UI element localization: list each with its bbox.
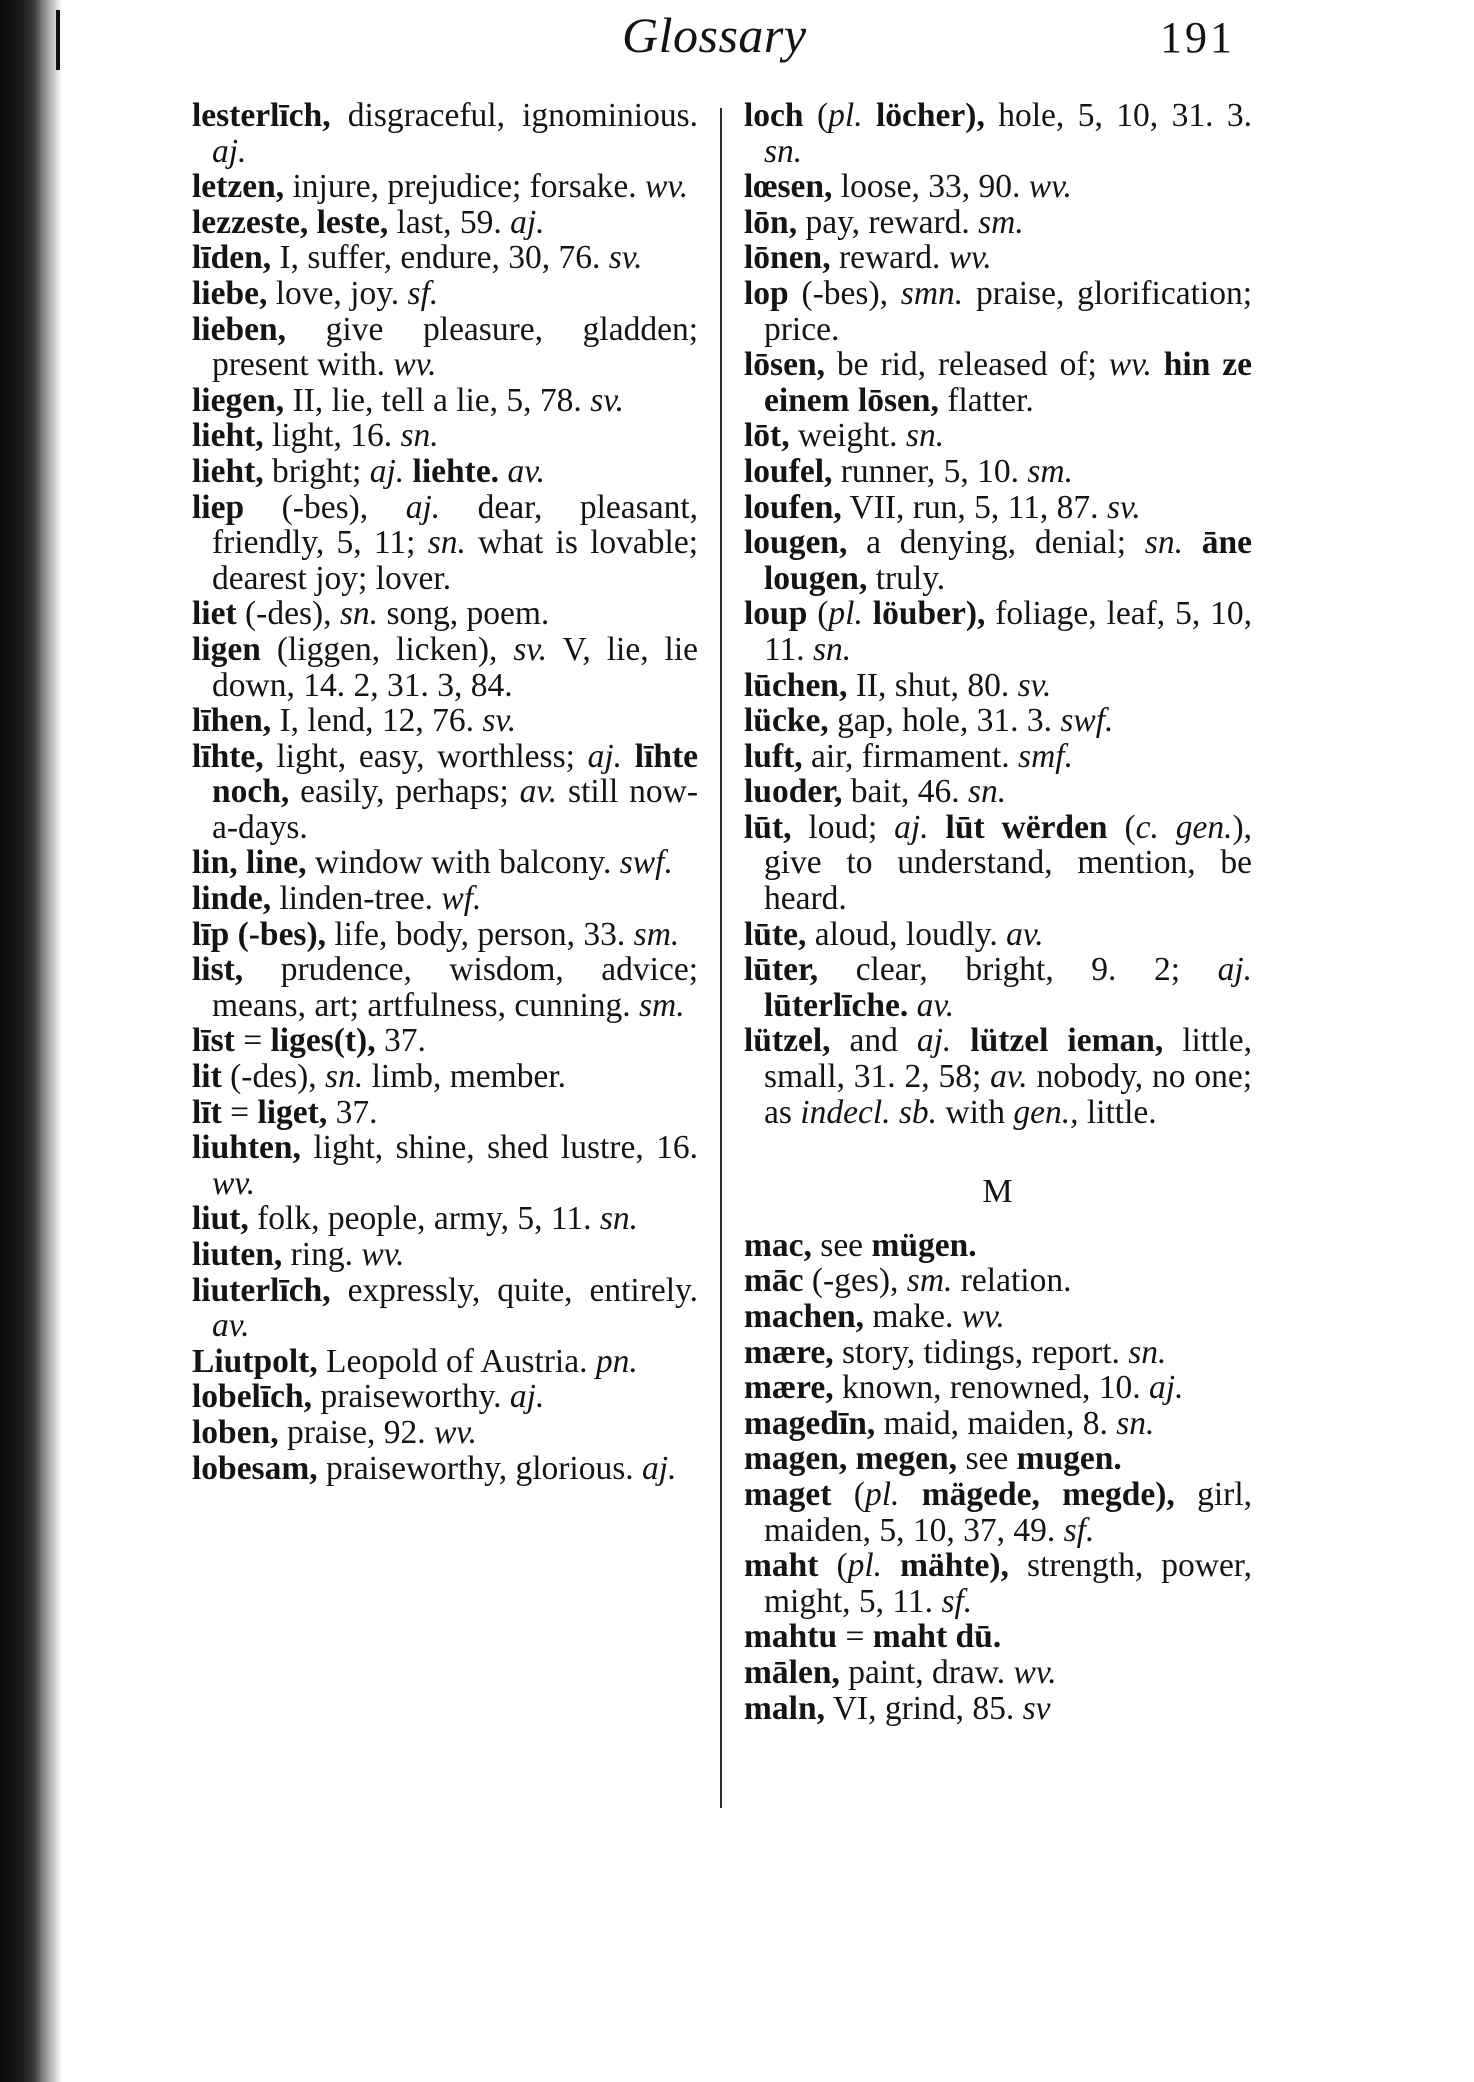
glossary-entry xyxy=(192,169,698,205)
definition: ( xyxy=(1124,808,1136,846)
headword: lūterlīche. xyxy=(764,986,909,1024)
glossary-entry xyxy=(744,276,1252,347)
definition: (-des), xyxy=(245,595,332,633)
glossary-entry xyxy=(744,1655,1252,1691)
headword: maht dū. xyxy=(872,1618,1002,1656)
definition: girl, maiden, 5, 10, 37, 49. xyxy=(764,1475,1253,1549)
grammar-tag: wv. xyxy=(645,168,689,206)
headword: lieht, xyxy=(192,452,264,490)
grammar-tag: sn. xyxy=(813,630,852,668)
headword: liehte. xyxy=(412,452,500,490)
definition: linden-tree. xyxy=(279,880,433,918)
glossary-entry xyxy=(192,596,698,632)
definition: 37. xyxy=(383,1022,426,1060)
definition: VII, run, 5, 11, 87. xyxy=(849,488,1099,526)
page-number: 191 xyxy=(1160,13,1235,62)
glossary-entry xyxy=(192,418,698,454)
headword: mähte), xyxy=(900,1547,1009,1585)
definition: easily, perhaps; xyxy=(300,773,509,811)
glossary-entry xyxy=(744,1548,1252,1619)
headword: mägede, megde), xyxy=(921,1475,1175,1513)
definition: light, easy, worthless; xyxy=(276,737,575,775)
headword: lücke, xyxy=(744,702,829,740)
grammar-tag: sf. xyxy=(407,274,439,312)
grammar-tag: sn. xyxy=(400,417,439,455)
definition: love, joy. xyxy=(275,274,400,312)
glossary-entry xyxy=(744,1370,1252,1406)
definition: a denying, denial; xyxy=(866,524,1127,562)
headword: lōnen, xyxy=(744,239,831,277)
grammar-tag: wv. xyxy=(212,1164,256,1202)
definition: window with balcony. xyxy=(314,844,612,882)
headword: maht xyxy=(744,1547,819,1585)
grammar-tag: sn. xyxy=(1116,1404,1155,1442)
definition: injure, prejudice; forsake. xyxy=(292,168,637,206)
glossary-entry xyxy=(192,881,698,917)
definition: nobody, no one; as xyxy=(764,1058,1253,1131)
grammar-tag: av. xyxy=(212,1307,250,1345)
headword: lit xyxy=(192,1058,222,1096)
glossary-entry xyxy=(744,240,1252,276)
definition: story, tidings, report. xyxy=(841,1333,1120,1371)
definition: maid, maiden, 8. xyxy=(883,1404,1108,1442)
headword: lützel ieman, xyxy=(970,1022,1164,1060)
glossary-entry xyxy=(744,1406,1252,1442)
column-divider xyxy=(720,108,722,1808)
definition: (liggen, licken), xyxy=(276,630,498,668)
right-entries xyxy=(744,98,1252,1130)
grammar-tag: wv. xyxy=(1013,1653,1057,1691)
definition: air, firmament. xyxy=(811,737,1010,775)
headword: līhte noch, xyxy=(212,737,699,811)
glossary-entry xyxy=(744,1441,1252,1477)
definition: life, body, person, 33. xyxy=(334,915,626,953)
grammar-tag: sv. xyxy=(482,702,517,740)
glossary-entry xyxy=(192,1023,698,1059)
definition: reward. xyxy=(838,239,941,277)
glossary-entry xyxy=(744,490,1252,526)
glossary-entry xyxy=(744,1619,1252,1655)
grammar-tag: indecl. sb. xyxy=(800,1093,938,1131)
grammar-tag: sf. xyxy=(941,1582,973,1620)
definition: = xyxy=(230,1093,250,1131)
definition: see xyxy=(820,1226,864,1264)
glossary-entry xyxy=(192,1201,698,1237)
headword: letzen, xyxy=(192,168,285,206)
glossary-entry xyxy=(192,312,698,383)
grammar-tag: pl. xyxy=(864,1475,900,1513)
headword: liet xyxy=(192,595,237,633)
definition: foliage, leaf, 5, 10, 11. xyxy=(764,595,1252,668)
definition: weight. xyxy=(797,417,898,455)
grammar-tag: sm. xyxy=(639,986,685,1024)
definition: runner, 5, 10. xyxy=(840,452,1019,490)
glossary-entry xyxy=(744,347,1252,418)
definition: prudence, wisdom, advice; means, art; artfulness, cunning. xyxy=(212,951,699,1024)
headword: lūt, xyxy=(744,808,792,846)
headword: löuber), xyxy=(872,595,986,633)
right-column xyxy=(744,98,1252,1726)
definition: I, suffer, endure, 30, 76. xyxy=(279,239,601,277)
grammar-tag: av. xyxy=(507,452,545,490)
headword: lūte, xyxy=(744,915,807,953)
m-entries xyxy=(744,1228,1252,1726)
definition: clear, bright, 9. 2; xyxy=(855,951,1181,989)
definition: loose, 33, 90. xyxy=(840,168,1021,206)
definition: little, small, 31. 2, 58; xyxy=(764,1022,1253,1096)
definition: (-des), xyxy=(230,1058,317,1096)
glossary-entry xyxy=(744,703,1252,739)
definition: limb, member. xyxy=(371,1058,567,1096)
grammar-tag: sn. xyxy=(905,417,945,455)
definition: disgraceful, ignominious. xyxy=(347,97,699,134)
grammar-tag: av. xyxy=(990,1058,1028,1096)
definition: gap, hole, 31. 3. xyxy=(837,702,1052,740)
glossary-entry xyxy=(192,1237,698,1273)
grammar-tag: aj. xyxy=(587,737,623,775)
glossary-entry xyxy=(192,703,698,739)
definition: what is lovable; dearest joy; lover. xyxy=(212,524,699,597)
headword: ligen xyxy=(192,630,261,668)
definition: see xyxy=(965,1440,1009,1478)
glossary-entry xyxy=(744,952,1252,1023)
glossary-entry xyxy=(192,739,698,846)
glossary-entry xyxy=(192,454,698,490)
headword: liuterlīch, xyxy=(192,1271,331,1309)
definition: known, renowned, 10. xyxy=(841,1369,1141,1407)
grammar-tag: wv. xyxy=(361,1236,405,1273)
definition: (-bes), xyxy=(281,488,369,526)
grammar-tag: sn. xyxy=(967,773,1007,811)
definition: with xyxy=(945,1093,1005,1131)
definition: paint, draw. xyxy=(848,1653,1006,1691)
headword: lezzeste, leste, xyxy=(192,203,389,241)
headword: lop xyxy=(744,274,789,312)
definition: (-ges), xyxy=(811,1262,899,1300)
headword: luft, xyxy=(744,737,803,775)
glossary-entry xyxy=(192,1273,698,1344)
glossary-entry xyxy=(744,1023,1252,1130)
glossary-entry xyxy=(192,1130,698,1201)
definition: expressly, quite, entirely. xyxy=(347,1271,698,1309)
grammar-tag: sn. xyxy=(427,524,466,562)
definition: light, shine, shed lustre, 16. xyxy=(313,1129,698,1167)
grammar-tag: smn. xyxy=(900,274,964,312)
left-column xyxy=(192,98,698,1486)
definition: ), give to understand, mention, be heard. xyxy=(764,808,1253,918)
grammar-tag: sn. xyxy=(1144,524,1183,562)
definition: make. xyxy=(872,1298,954,1335)
definition: bright; xyxy=(272,452,362,490)
definition: flatter. xyxy=(947,381,1034,419)
grammar-tag: aj. xyxy=(1217,951,1252,989)
definition: II, shut, 80. xyxy=(855,666,1010,704)
definition: = xyxy=(243,1022,263,1060)
glossary-entry xyxy=(192,1095,698,1131)
definition: (-bes), xyxy=(801,274,888,312)
headword: list, xyxy=(192,951,244,989)
grammar-tag: pn. xyxy=(595,1342,638,1380)
definition: little. xyxy=(1086,1093,1157,1131)
headword: mære, xyxy=(744,1333,834,1371)
headword: lougen, xyxy=(744,524,848,562)
headword: līden, xyxy=(192,239,272,277)
glossary-entry xyxy=(192,205,698,241)
headword: luoder, xyxy=(744,773,843,811)
headword: līp (-bes), xyxy=(192,915,326,953)
headword: mac, xyxy=(744,1226,812,1264)
grammar-tag: sv. xyxy=(1017,666,1052,704)
glossary-entry xyxy=(744,169,1252,205)
page-title: Glossary xyxy=(622,7,807,63)
definition: II, lie, tell a lie, 5, 78. xyxy=(292,381,582,419)
headword: lesterlīch, xyxy=(192,97,331,134)
headword: liegen, xyxy=(192,381,285,419)
grammar-tag: sv. xyxy=(590,381,624,419)
grammar-tag: wv. xyxy=(1108,346,1152,384)
definition: be rid, released of; xyxy=(836,346,1097,384)
glossary-entry xyxy=(744,454,1252,490)
grammar-tag: pl. xyxy=(828,97,863,134)
headword: Liutpolt, xyxy=(192,1342,318,1380)
headword: lin, line, xyxy=(192,844,307,882)
headword: māc xyxy=(744,1262,804,1300)
grammar-tag: wv. xyxy=(961,1298,1005,1335)
headword: liebe, xyxy=(192,274,268,312)
headword: liuhten, xyxy=(192,1129,301,1167)
headword: līhte, xyxy=(192,737,264,775)
grammar-tag: wv. xyxy=(433,1413,478,1451)
grammar-tag: aj. xyxy=(212,132,247,170)
grammar-tag: sn. xyxy=(1128,1333,1167,1371)
headword: lōt, xyxy=(744,417,790,455)
grammar-tag: av. xyxy=(519,773,558,811)
grammar-tag: wf. xyxy=(441,880,482,918)
definition: loud; xyxy=(808,808,878,846)
glossary-entry xyxy=(744,774,1252,810)
headword: liuten, xyxy=(192,1236,283,1273)
grammar-tag: sn. xyxy=(325,1058,364,1096)
headword: āne lougen, xyxy=(764,524,1252,597)
book-binding-edge xyxy=(0,0,64,2082)
glossary-entry xyxy=(744,1477,1252,1548)
glossary-entry xyxy=(192,490,698,597)
headword: maget xyxy=(744,1475,832,1513)
headword: lōsen, xyxy=(744,346,825,384)
headword: lūt wërden xyxy=(945,808,1108,846)
grammar-tag: wv. xyxy=(393,346,437,384)
definition: dear, pleasant, friendly, 5, 11; xyxy=(212,488,698,562)
glossary-entry xyxy=(192,98,698,169)
headword: machen, xyxy=(744,1298,865,1335)
definition: truly. xyxy=(875,559,946,597)
grammar-tag: aj. xyxy=(369,452,405,490)
grammar-tag: wv. xyxy=(1028,168,1072,206)
headword: lūchen, xyxy=(744,666,848,704)
grammar-tag: sv. xyxy=(513,630,548,668)
definition: bait, 46. xyxy=(850,773,960,811)
definition: still now-a-days. xyxy=(212,773,699,846)
definition: praise, 92. xyxy=(286,1413,426,1451)
glossary-entry xyxy=(192,1415,698,1451)
headword: līst xyxy=(192,1022,235,1060)
grammar-tag: av. xyxy=(1006,915,1044,953)
glossary-entry xyxy=(744,596,1252,667)
glossary-entry xyxy=(192,1379,698,1415)
headword: lobelīch, xyxy=(192,1378,313,1416)
headword: maln, xyxy=(744,1689,825,1727)
grammar-tag: pl. xyxy=(828,595,863,633)
definition: V, lie, lie down, 14. 2, 31. 3, 84. xyxy=(212,630,698,704)
grammar-tag: aj. xyxy=(509,1378,545,1416)
definition: VI, grind, 85. xyxy=(832,1689,1015,1727)
headword: mügen. xyxy=(871,1226,977,1264)
glossary-entry xyxy=(744,1691,1252,1727)
grammar-tag: gen., xyxy=(1013,1093,1079,1131)
headword: lœsen, xyxy=(744,168,833,206)
grammar-tag: sv. xyxy=(608,239,643,277)
headword: liges(t), xyxy=(270,1022,376,1060)
grammar-tag: wv. xyxy=(948,239,992,277)
grammar-tag: sn. xyxy=(339,595,379,633)
definition: ( xyxy=(816,97,829,134)
grammar-tag: sm. xyxy=(633,915,680,953)
headword: magen, megen, xyxy=(744,1440,958,1478)
grammar-tag: swf. xyxy=(1060,702,1114,740)
definition: ( xyxy=(817,595,829,633)
definition: ( xyxy=(853,1475,865,1513)
glossary-entry xyxy=(744,810,1252,917)
glossary-entry xyxy=(192,632,698,703)
headword: loben, xyxy=(192,1413,279,1451)
definition: aloud, loudly. xyxy=(814,915,998,953)
headword: liep xyxy=(192,488,245,526)
headword: lūter, xyxy=(744,951,819,989)
definition: I, lend, 12, 76. xyxy=(279,702,474,740)
headword: magedīn, xyxy=(744,1404,876,1442)
grammar-tag: aj. xyxy=(1149,1369,1184,1407)
headword: loup xyxy=(744,595,808,633)
definition: give pleasure, gladden; present with. xyxy=(212,310,699,384)
definition: pay, reward. xyxy=(805,203,970,241)
definition: last, 59. xyxy=(396,203,502,241)
glossary-entry xyxy=(192,917,698,953)
glossary-entry xyxy=(744,917,1252,953)
headword: līt xyxy=(192,1093,222,1131)
grammar-tag: aj. xyxy=(894,808,929,846)
headword: linde, xyxy=(192,880,272,918)
grammar-tag: smf. xyxy=(1018,737,1073,775)
glossary-entry xyxy=(192,1451,698,1487)
glossary-entry xyxy=(744,205,1252,241)
definition: ring. xyxy=(290,1236,353,1273)
definition: 37. xyxy=(335,1093,378,1131)
definition: folk, people, army, 5, 11. xyxy=(257,1200,592,1238)
page-header xyxy=(0,0,1474,90)
headword: lieben, xyxy=(192,310,286,348)
glossary-entry xyxy=(744,1335,1252,1371)
grammar-tag: sm. xyxy=(906,1262,953,1300)
grammar-tag: aj. xyxy=(916,1022,952,1060)
grammar-tag: sm. xyxy=(978,203,1024,241)
glossary-entry xyxy=(192,276,698,312)
definition: and xyxy=(849,1022,898,1060)
grammar-tag: sv. xyxy=(1106,488,1141,526)
definition: strength, power, might, 5, 11. xyxy=(764,1547,1253,1620)
definition: hole, 5, 10, 31. 3. xyxy=(998,97,1252,134)
grammar-tag: sm. xyxy=(1027,452,1073,490)
glossary-entry xyxy=(744,739,1252,775)
headword: loch xyxy=(744,97,804,134)
glossary-entry xyxy=(192,1059,698,1095)
glossary-entry xyxy=(744,1228,1252,1264)
headword: lōn, xyxy=(744,203,798,241)
glossary-entry xyxy=(744,98,1252,169)
definition: praiseworthy, glorious. xyxy=(326,1449,634,1487)
headword: hin ze einem lōsen, xyxy=(764,346,1252,419)
grammar-tag: aj. xyxy=(510,203,545,241)
headword: loufen, xyxy=(744,488,842,526)
glossary-entry xyxy=(192,845,698,881)
grammar-tag: swf. xyxy=(619,844,673,882)
headword: löcher), xyxy=(876,97,985,134)
glossary-entry xyxy=(744,1263,1252,1299)
glossary-entry xyxy=(744,1299,1252,1335)
definition: = xyxy=(845,1618,865,1656)
headword: liget, xyxy=(257,1093,328,1131)
definition: praiseworthy. xyxy=(320,1378,502,1416)
definition: praise, glorification; price. xyxy=(764,274,1253,348)
glossary-entry xyxy=(192,952,698,1023)
glossary-entry xyxy=(192,383,698,419)
headword: liut, xyxy=(192,1200,249,1238)
headword: mugen. xyxy=(1016,1440,1122,1478)
headword: mahtu xyxy=(744,1618,838,1656)
section-letter: M xyxy=(982,1173,1014,1211)
headword: lützel, xyxy=(744,1022,831,1060)
definition: Leopold of Austria. xyxy=(326,1342,588,1380)
definition: ( xyxy=(836,1547,848,1585)
grammar-tag: c. gen. xyxy=(1135,808,1233,846)
definition: song, poem. xyxy=(386,595,550,633)
grammar-tag: av. xyxy=(916,986,955,1024)
definition: relation. xyxy=(960,1262,1072,1300)
grammar-tag: pl. xyxy=(847,1547,883,1585)
grammar-tag: sn. xyxy=(599,1200,638,1238)
grammar-tag: sf. xyxy=(1063,1511,1095,1549)
grammar-tag: aj. xyxy=(405,488,441,526)
definition: light, 16. xyxy=(272,417,393,455)
headword: lobesam, xyxy=(192,1449,318,1487)
glossary-entry xyxy=(192,240,698,276)
headword: mālen, xyxy=(744,1653,840,1691)
glossary-entry xyxy=(744,525,1252,596)
glossary-entry xyxy=(192,1344,698,1380)
glossary-entry xyxy=(744,418,1252,454)
grammar-tag: sn. xyxy=(764,132,803,170)
glossary-entry xyxy=(744,668,1252,704)
headword: lieht, xyxy=(192,417,264,455)
headword: līhen, xyxy=(192,702,272,740)
grammar-tag: sv xyxy=(1022,1689,1051,1727)
headword: mære, xyxy=(744,1369,834,1407)
headword: loufel, xyxy=(744,452,833,490)
grammar-tag: aj. xyxy=(642,1449,677,1487)
